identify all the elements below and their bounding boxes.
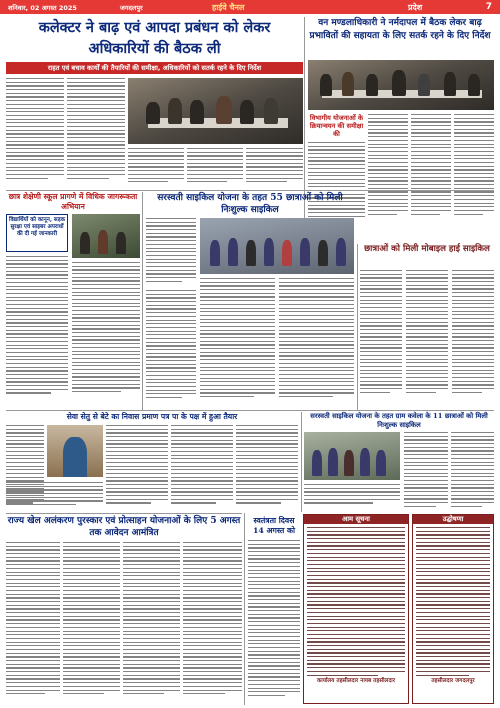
sports-column-1 xyxy=(6,542,60,704)
main-story-column-2 xyxy=(67,78,125,186)
forest-meeting-photo xyxy=(308,60,494,110)
beneficiary-photo xyxy=(47,425,103,477)
right-story-column-2 xyxy=(411,114,451,226)
page-number: 7 xyxy=(485,2,492,12)
sports-column-2 xyxy=(63,542,120,704)
cycle-55-column-2 xyxy=(200,278,275,406)
cycle-11-column-3 xyxy=(304,484,400,510)
main-story-column-1 xyxy=(6,78,64,186)
proclamation-ad xyxy=(412,514,494,704)
safety-subbox: विद्यार्थियों को कानून, सड़क सुरक्षा एवं साइबर अपराधों की दी गई जानकारी xyxy=(6,214,68,252)
cycle-55-headline: सरस्वती साइकिल योजना के तहत 55 छात्राओं को मिली निःशुल्क साइकिल xyxy=(157,193,343,215)
issue-date: शनिवार, 02 अगस्त 2025 xyxy=(8,3,77,12)
school-event-photo xyxy=(72,214,140,258)
public-notice-signature: कार्यालय तहसीलदार नायब तहसीलदार xyxy=(316,678,396,685)
section-name: प्रदेश xyxy=(408,2,423,12)
section-divider-2 xyxy=(6,410,494,411)
cycle-11-column-2 xyxy=(451,432,494,510)
cycle-11-photo xyxy=(304,432,400,480)
page-header xyxy=(0,0,500,14)
safety-column-1 xyxy=(6,256,68,406)
main-story-column-3 xyxy=(128,148,184,186)
main-story-column-5 xyxy=(246,148,303,186)
cycle-11-headline: सरस्वती साइकिल योजना के तहत ग्राम कवेला के 11 छात्राओं को मिली निःशुल्क साइकिल xyxy=(310,412,488,429)
certificate-column-3 xyxy=(171,425,233,509)
main-subheadline: राहत एवं बचाव कार्यों की तैयारियों की समीक्षा, अधिकारियों को सतर्क रहने के दिए निर्देश xyxy=(6,62,303,74)
edition-city: जगदलपुर xyxy=(120,3,143,12)
independence-title: स्वतंत्रता दिवस 14 अगस्त को xyxy=(252,516,296,535)
certificate-headline: सेवा सेतु से बेटे का निवास प्रमाण पत्र पा के पक्ष में हुआ तैयार xyxy=(66,412,238,421)
column-rule-4 xyxy=(301,412,302,512)
right-story-column-3 xyxy=(454,114,494,226)
cycle-55-column-3 xyxy=(279,278,354,406)
cycle-11-column-1 xyxy=(404,432,448,510)
newspaper-name: हाईवे चैनल xyxy=(212,2,245,12)
certificate-column-2 xyxy=(106,425,168,509)
right-headline: वन मण्डलाधिकारी ने नर्मदापल में बैठक लेकर बाढ़ प्रभावितों की सहायता के लिए सतर्क रहने के दिए निर्देश xyxy=(309,18,491,41)
public-notice-ad xyxy=(303,514,409,704)
right-story-column-1 xyxy=(368,114,408,226)
main-headline: कलेक्टर ने बाढ़ एवं आपदा प्रबंधन को लेकर अधिकारियों की बैठक ली xyxy=(38,19,271,57)
certificate-column-5 xyxy=(6,482,103,510)
sports-column-3 xyxy=(123,542,180,704)
sports-headline: राज्य खेल अलंकरण पुरस्कार एवं प्रोत्साहन योजनाओं के लिए 5 अगस्त तक आवेदन आमंत्रित xyxy=(7,516,241,538)
mobile-headline: छात्राओं को मिली मोबाइल हाई साइकिल xyxy=(364,244,490,254)
column-rule-5 xyxy=(244,513,245,705)
cycle-55-column-1 xyxy=(146,218,196,286)
safety-headline: छात्र शेक्षेणी स्कूल प्रागणे में विधिक जागरूकता अभियान xyxy=(8,192,138,211)
certificate-column-4 xyxy=(236,425,298,509)
main-story-column-4 xyxy=(187,148,243,186)
mobile-column-1 xyxy=(360,270,402,406)
section-divider-3 xyxy=(6,513,242,514)
independence-text xyxy=(248,540,300,704)
proclamation-title: उद्घोषणा xyxy=(413,515,493,524)
column-rule-3 xyxy=(357,244,358,410)
proclamation-signature: तहसीलदार जगदलपुर xyxy=(431,678,475,685)
column-rule-2 xyxy=(142,192,143,410)
cycle-distribution-photo xyxy=(200,218,354,274)
meeting-photo xyxy=(128,78,303,144)
public-notice-title: आम सूचना xyxy=(304,515,408,524)
section-divider xyxy=(6,190,494,191)
mobile-column-2 xyxy=(406,270,448,406)
mobile-column-3 xyxy=(452,270,494,406)
scheme-review-title: विभागीय योजनाओं के क्रियान्वयन की समीक्षा की xyxy=(309,114,364,138)
safety-column-2 xyxy=(72,262,140,406)
sports-column-4 xyxy=(183,542,242,704)
cycle-55-column-4 xyxy=(146,290,196,406)
